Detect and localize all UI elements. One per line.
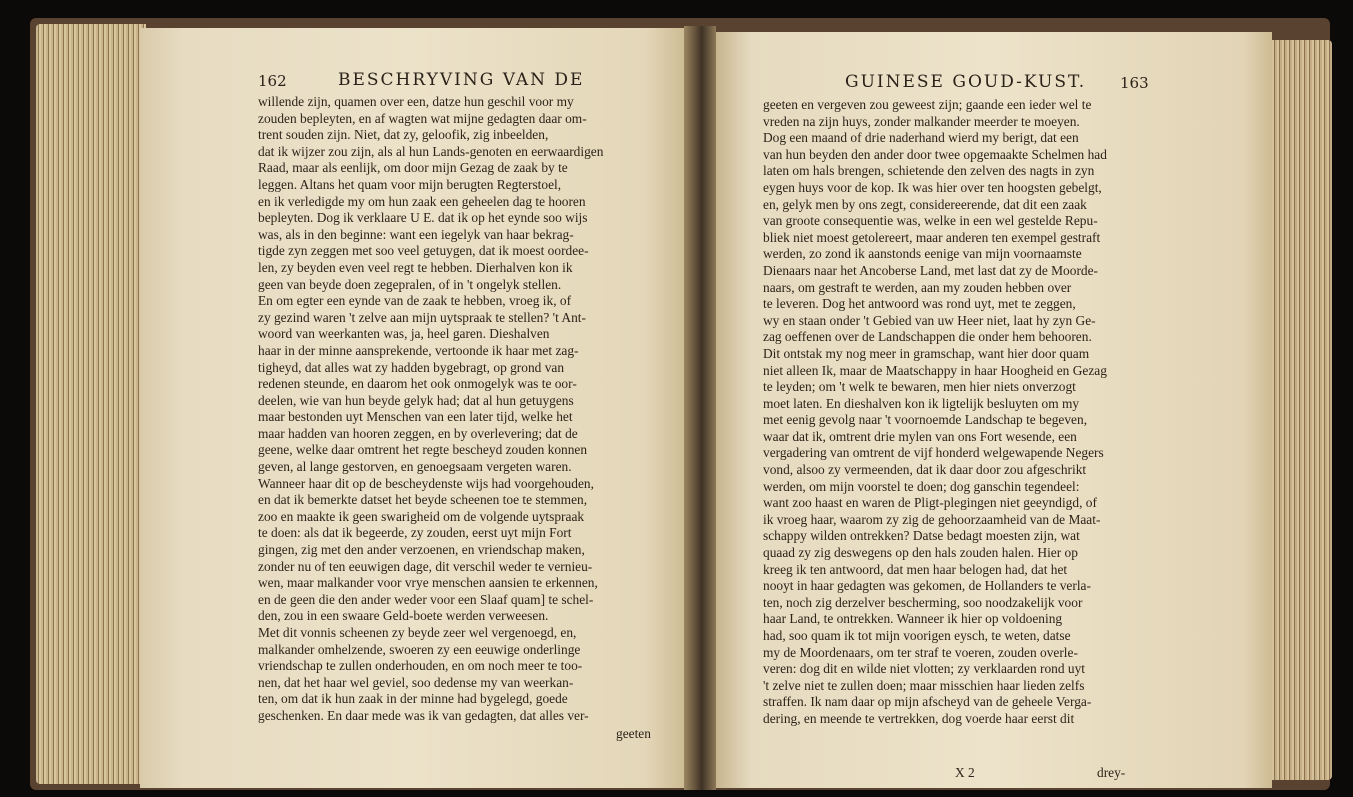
text-line: gingen, zig met den ander verzoenen, en vriendschap maken, bbox=[258, 542, 585, 558]
left-page-number: 162 bbox=[258, 72, 287, 90]
text-line: zouden bepleyten, en af wagten wat mijne gedagten daar om- bbox=[258, 110, 587, 126]
text-line: Raad, maar als eenlijk, om door mijn Gezag de zaak by te bbox=[258, 160, 568, 176]
text-line: maar hadden van hooren zeggen, en by overlevering; dat de bbox=[258, 425, 578, 441]
text-line: leggen. Altans het quam voor mijn berugten Regterstoel, bbox=[258, 176, 562, 192]
right-page-number: 163 bbox=[1120, 74, 1149, 92]
text-line: vreden na zijn huys, zonder malkander meerder te moeyen. bbox=[763, 113, 1080, 129]
right-signature-mark: X 2 bbox=[955, 765, 975, 780]
text-line: nen, dat het haar wel geviel, soo dedense my van weerkan- bbox=[258, 674, 574, 690]
text-line: geen van beyde doen zegepralen, of in 't ongelyk stellen. bbox=[258, 276, 562, 292]
text-line: geeten en vergeven zou geweest zijn; gaande een ieder wel te bbox=[763, 97, 1092, 112]
text-line: eygen huys voor de kop. Ik was hier over ten hoogsten gebelgt, bbox=[763, 179, 1102, 195]
text-line: laten om hals brengen, schietende den zelven des nagts in zyn bbox=[763, 163, 1095, 179]
text-line: geven, al lange gestorven, en genoegsaam vergeten waren. bbox=[258, 459, 572, 475]
text-line: Dienaars naar het Ancoberse Land, met last dat zy de Moorde- bbox=[763, 262, 1099, 278]
text-line: schappy wilden ontrekken? Datse bedagt moesten zijn, wat bbox=[763, 528, 1080, 544]
text-line: wen, maar malkander voor vrye menschen aansien te erkennen, bbox=[258, 575, 598, 591]
text-line: quaad zy zig deswegens op den hals zouden halen. Hier op bbox=[763, 545, 1078, 561]
text-line: werden, om mijn voorstel te doen; dog ganschin tegendeel: bbox=[763, 478, 1080, 494]
text-line: te leyden; om 't welk te bewaren, men hier niets onverzogt bbox=[763, 379, 1076, 395]
text-line: en de geen die den ander weder voor een Slaaf quam] te schel- bbox=[258, 591, 594, 607]
text-line: dering, en meende te vertrekken, dog voerde haar eerst dit bbox=[763, 710, 1075, 726]
text-line: was, als in den beginne: want een iegelyk van haar bekrag- bbox=[258, 226, 574, 242]
text-line: naars, om gestraft te werden, aan my zouden hebben over bbox=[763, 279, 1072, 295]
text-line: niet alleen Ik, maar de Maatschappy in haar Hoogheid en Gezag bbox=[763, 362, 1107, 378]
text-line: len, zy beyden even veel regt te hebben. Dierhalven kon ik bbox=[258, 259, 573, 275]
text-line: tigheyd, dat alles wat zy hadden bygebragt, op grond van bbox=[258, 359, 565, 375]
text-line: had, soo quam ik tot mijn voorigen eysch, te weten, datse bbox=[763, 628, 1071, 643]
text-line: haar Land, te ontrekken. Wanneer ik hier op voldoening bbox=[763, 611, 1063, 627]
text-line: en ik verledigde my om hun zaak een geheelen dag te hooren bbox=[258, 193, 586, 209]
left-running-head: BESCHRYVING VAN DE bbox=[338, 70, 585, 90]
text-line: willende zijn, quamen over een, datze hun geschil voor my bbox=[258, 94, 574, 109]
text-line: nooyt in haar gedagten was gekomen, de Hollanders te verla- bbox=[763, 578, 1091, 594]
right-running-head: GUINESE GOUD-KUST. bbox=[845, 72, 1087, 92]
text-line: deelen, wie van hun beyde gelyk had; dat al hun getuygens bbox=[258, 392, 574, 408]
page-edges-right bbox=[1262, 40, 1332, 780]
left-catchword: geeten bbox=[616, 726, 651, 741]
text-line: dat ik wijzer zou zijn, als al hun Lands-genoten en eerwaardigen bbox=[258, 143, 604, 159]
text-line: woord van weerkanten was, ja, heel garen. Dieshalven bbox=[258, 326, 550, 342]
text-line: zag oeffenen over de Landschappen die onder hem behooren. bbox=[763, 329, 1092, 345]
text-line: en dat ik bemerkte datset het beyde scheenen toe te stemmen, bbox=[258, 492, 588, 508]
left-page-body bbox=[258, 94, 603, 725]
text-line: bliek niet moest getolereert, maar anderen ten exempel gestraft bbox=[763, 229, 1101, 245]
text-line: my de Moordenaars, om ter straf te voeren, zouden overle- bbox=[763, 644, 1078, 660]
text-line: Met dit vonnis scheenen zy beyde zeer wel vergenoegd, en, bbox=[258, 625, 577, 640]
text-line: maar bestonden uyt Menschen van een later tijd, welke het bbox=[258, 409, 573, 425]
text-line: 't zelve niet te zullen doen; maar misschien haar lieden zelfs bbox=[763, 677, 1085, 693]
text-line: trent souden zijn. Niet, dat zy, geloofik, zig inbeelden, bbox=[258, 127, 549, 143]
text-line: geene, welke daar omtrent het regte bescheyd zouden konnen bbox=[258, 442, 588, 458]
text-line: kreeg ik ten antwoord, dat men haar belogen had, dat het bbox=[763, 561, 1068, 577]
text-line: ik vroeg haar, waarom zy zig de gehoorzaamheid van de Maat- bbox=[763, 511, 1101, 527]
right-catchword: drey- bbox=[1097, 765, 1126, 780]
text-line: vergadering van omtrent de vijf honderd welgewapende Negers bbox=[763, 445, 1104, 461]
text-line: vriendschap te zullen onderhouden, en om noch meer te too- bbox=[258, 658, 583, 674]
text-line: te doen: als dat ik begeerde, zy zouden, eerst uyt mijn Fort bbox=[258, 525, 572, 541]
text-line: wy en staan onder 't Gebied van uw Heer niet, laat hy zyn Ge- bbox=[763, 312, 1096, 328]
page-edges-left bbox=[36, 24, 146, 784]
text-line: met eenig gevolg naar 't voornoemde Landschap te begeven, bbox=[763, 412, 1088, 428]
text-line: tigde zyn zeggen met soo veel getuygen, dat ik moest oordee- bbox=[258, 243, 589, 259]
text-line: vond, alsoo zy vermeenden, dat ik daar door zou afgeschrikt bbox=[763, 462, 1087, 478]
text-line: geschenken. En daar mede was ik van gedagten, dat alles ver- bbox=[258, 707, 589, 723]
text-line: ten, noch zig derzelver bescherming, soo noodzakelijk voor bbox=[763, 594, 1083, 610]
text-line: den, zou in een swaare Geld-boete werden verweesen. bbox=[258, 608, 549, 624]
text-line: veren: dog dit en wilde niet vlotten; zy verklaarden rond uyt bbox=[763, 661, 1086, 677]
text-line: zonder nu of ten eeuwigen dage, dit verschil weder te vernieu- bbox=[258, 558, 593, 574]
text-line: Wanneer haar dit op de bescheydenste wijs had voorgehouden, bbox=[258, 475, 594, 491]
text-line: en, gelyk men by ons zegt, considereerende, dat dit een zaak bbox=[763, 196, 1087, 212]
text-line: En om egter een eynde van de zaak te hebben, vroeg ik, of bbox=[258, 293, 572, 309]
text-line: werden, zo zond ik aanstonds eenige van mijn voornaamste bbox=[763, 246, 1082, 262]
text-line: moet laten. En dieshalven kon ik ligtelijk besluyten om my bbox=[763, 395, 1080, 411]
text-line: Dog een maand of drie naderhand wierd my berigt, dat een bbox=[763, 130, 1079, 146]
text-line: zoo en maakte ik geen swarigheid om de volgende uytspraak bbox=[258, 508, 585, 524]
text-line: ten, om dat ik hun zaak in der minne had bygelegd, goede bbox=[258, 691, 568, 707]
right-page-body bbox=[763, 97, 1107, 728]
text-line: te leveren. Dog het antwoord was rond uyt, met te zeggen, bbox=[763, 296, 1076, 312]
text-line: Dit ontstak my nog meer in gramschap, want hier door quam bbox=[763, 345, 1090, 361]
book-gutter bbox=[684, 26, 716, 790]
text-line: waar dat ik, omtrent drie mylen van ons Fort wesende, een bbox=[763, 428, 1077, 444]
text-line: haar in der minne aansprekende, vertoonde ik haar met zag- bbox=[258, 342, 579, 358]
text-line: want zoo haast en waren de Pligt-plegingen niet geeyndigd, of bbox=[763, 495, 1097, 511]
text-line: van groote consequentie was, welke in een wel gestelde Repu- bbox=[763, 213, 1098, 229]
text-line: van hun beyden den ander door twee opgemaakte Schelmen had bbox=[763, 146, 1107, 162]
text-line: redenen steunde, en daarom het ook onmogelyk was te oor- bbox=[258, 376, 577, 392]
text-line: bepleyten. Dog ik verklaare U E. dat ik op het eynde soo wijs bbox=[258, 210, 588, 226]
text-line: malkander omhelzende, swoeren zy een eeuwige onderlinge bbox=[258, 641, 581, 657]
text-line: straffen. Ik nam daar op mijn afscheyd van de geheele Verga- bbox=[763, 694, 1092, 710]
text-line: zy gezind waren 't zelve aan mijn uytspraak te stellen? 't Ant- bbox=[258, 309, 586, 325]
